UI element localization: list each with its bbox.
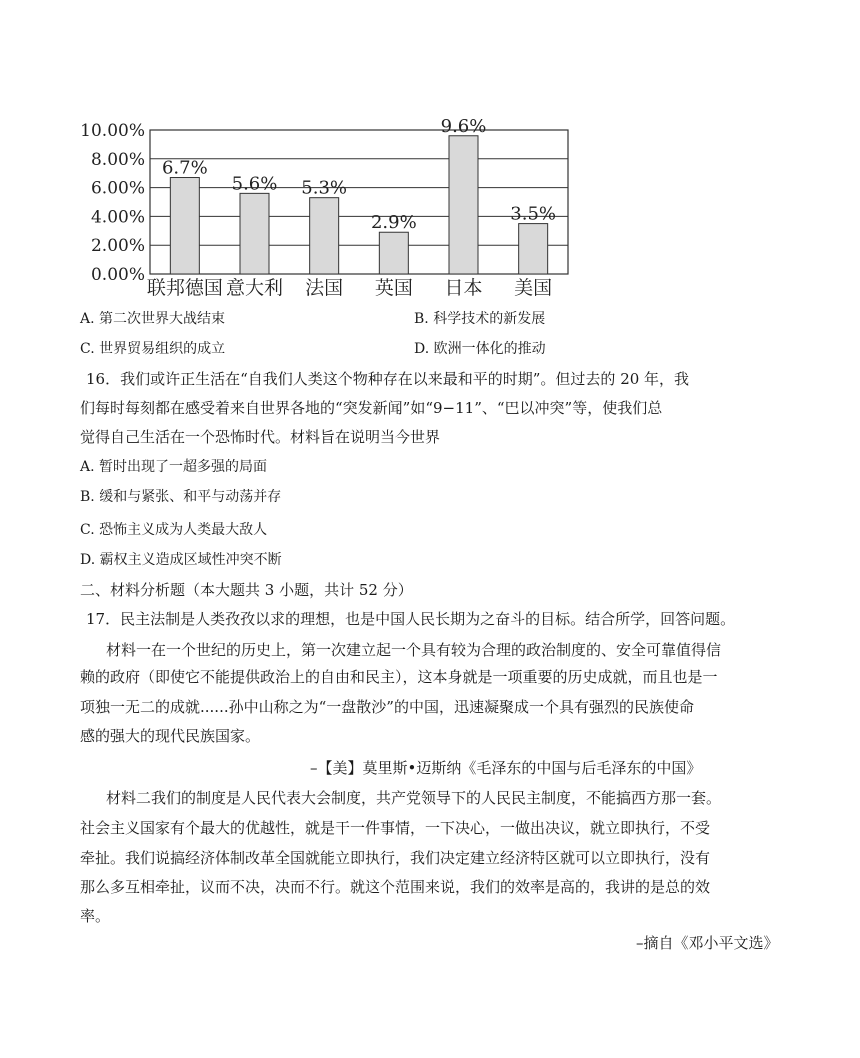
x-axis-category-labels (147, 277, 552, 299)
q16-stem-line-3: 觉得自己生活在一个恐怖时代。材料旨在说明当今世界 (80, 428, 441, 446)
data-label: 5.3% (301, 177, 348, 199)
q17-material2-line-5: 率。 (80, 907, 111, 925)
q16-option-a[interactable]: A. 暂时出现了一超多强的局面 (80, 459, 268, 475)
q15-option-c[interactable]: C. 世界贸易组织的成立 (80, 341, 226, 357)
data-label: 6.7% (161, 157, 208, 179)
bar-英国 (379, 232, 408, 274)
chart-data-labels (162, 116, 556, 233)
x-category-label: 英国 (374, 277, 413, 299)
bar-日本 (449, 136, 478, 274)
y-tick-label: 6.00% (90, 178, 145, 199)
q16-option-d[interactable]: D. 霸权主义造成区域性冲突不断 (80, 552, 282, 568)
q16-option-c[interactable]: C. 恐怖主义成为人类最大敌人 (80, 522, 268, 538)
q17-source-1: –【美】莫里斯•迈斯纳《毛泽东的中国与后毛泽东的中国》 (310, 759, 702, 777)
q16-stem-line-1: 16．我们或许正生活在“自我们人类这个物种存在以来最和平的时期”。但过去的 20 年，我 (86, 370, 690, 388)
data-label: 9.6% (440, 115, 487, 137)
q17-material2-line-4: 那么多互相牵扯，议而不决，决而不行。就这个范围来说，我们的效率是高的，我讲的是总的效 (80, 878, 711, 896)
q17-material1-line-2: 赖的政府（即使它不能提供政治上的自由和民主），这本身就是一项重要的历史成就，而且也是一 (80, 668, 718, 686)
q16-stem-line-2: 们每时每刻都在感受着来自世界各地的“突发新闻”如“9−11”、“巴以冲突”等，使我们总 (80, 399, 663, 417)
q17-stem: 17．民主法制是人类孜孜以求的理想，也是中国人民长期为之奋斗的目标。结合所学，回答问题。 (86, 610, 736, 628)
q17-material1-line-1: 材料一在一个世纪的历史上，第一次建立起一个具有较为合理的政治制度的、安全可靠值得信 (106, 641, 722, 659)
q17-material2-line-3: 牵扯。我们说搞经济体制改革全国就能立即执行，我们决定建立经济特区就可以立即执行，没有 (80, 849, 711, 867)
q15-option-a[interactable]: A. 第二次世界大战结束 (80, 311, 226, 327)
data-label: 3.5% (510, 203, 557, 225)
y-tick-label: 10.00% (80, 121, 145, 141)
q17-material1-line-4: 感的强大的现代民族国家。 (80, 727, 261, 745)
x-category-label: 意大利 (225, 277, 284, 299)
bar-联邦德国 (170, 178, 199, 274)
x-category-label: 联邦德国 (146, 277, 223, 299)
x-category-label: 美国 (514, 277, 553, 299)
q17-source-2: –摘自《邓小平文选》 (636, 934, 779, 952)
x-category-label: 法国 (305, 277, 344, 299)
q17-material2-line-1: 材料二我们的制度是人民代表大会制度，共产党领导下的人民民主制度，不能搞西方那一套。 (106, 789, 722, 807)
y-tick-label: 2.00% (90, 236, 145, 257)
y-tick-label: 4.00% (90, 207, 145, 228)
y-tick-label: 0.00% (90, 265, 145, 285)
q17-material1-line-3: 项独一无二的成就......孙中山称之为“一盘散沙”的中国，迅速凝聚成一个具有强烈的民族使命 (80, 698, 694, 716)
q15-option-b[interactable]: B. 科学技术的新发展 (414, 311, 546, 327)
data-label: 2.9% (370, 212, 417, 234)
bar-chart (70, 100, 580, 305)
bar-法国 (310, 198, 339, 274)
section-heading: 二、材料分析题（本大题共 3 小题，共计 52 分） (80, 581, 413, 599)
y-tick-label: 8.00% (90, 149, 145, 170)
y-axis-tick-labels (80, 121, 145, 285)
q15-option-d[interactable]: D. 欧洲一体化的推动 (414, 341, 546, 357)
bar-意大利 (240, 193, 269, 274)
chart-bars (170, 136, 547, 274)
bar-美国 (519, 224, 548, 274)
q16-option-b[interactable]: B. 缓和与紧张、和平与动荡并存 (80, 489, 282, 505)
plot-frame (150, 130, 568, 274)
data-label: 5.6% (231, 173, 278, 195)
x-category-label: 日本 (444, 277, 483, 299)
chart-grid (150, 130, 568, 274)
q17-material2-line-2: 社会主义国家有个最大的优越性，就是干一件事情，一下决心，一做出决议，就立即执行，不受 (80, 819, 711, 837)
